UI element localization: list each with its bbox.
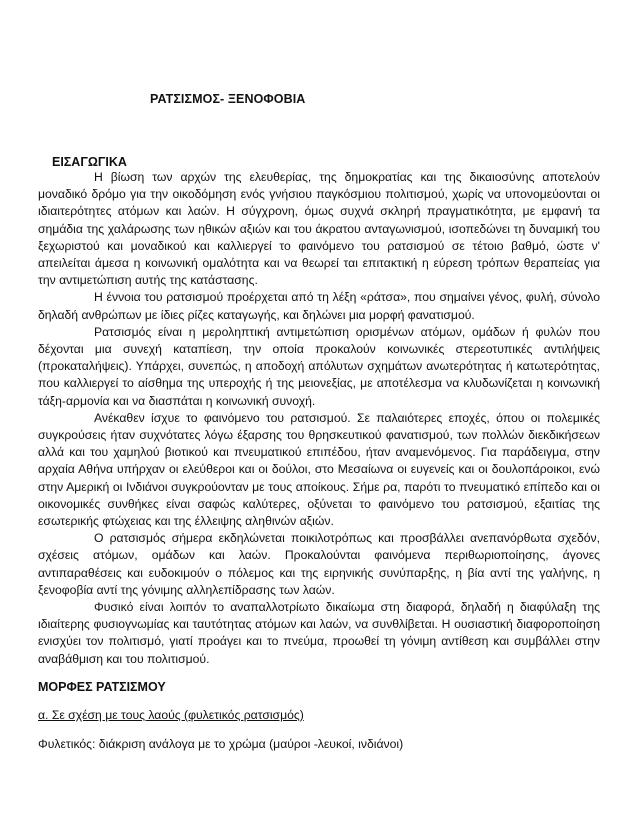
- definition-line: Φυλετικός: διάκριση ανάλογα με το χρώμα (μαύροι -λευκοί, ινδιάνοι): [38, 737, 404, 751]
- paragraph: Η βίωση των αρχών της ελευθερίας, της δημοκρατίας και της δικαιοσύνης αποτελούν μοναδικό δρόμο για την οικοδόμηση ενός γνήσιου παγκόσμιου πολιτισμού, χωρίς να υπονομεύονται οι ιδιαιτερότητες ατόμων και λαών. Η σύγχρονη, όμως συχνά σκληρή πραγματικότητα, με εμφανή τα σημάδια της χαλάρωσης των ηθικών αξιών και του άκρατου ανταγωνισμού, ισοπεδώνει τη δυναμική του ξεχωριστού και μοναδικού και καλλιεργεί το φαινόμενο του ρατσισμού σε τέτοιο βαθμό, ώστε ν' απειλείται άμεσα η κοινωνική ομαλότητα και να θεωρεί ται επιτακτική η εύρεση τρόπων θεραπείας για την αντιμετώπιση αυτής της κατάστασης.: [38, 170, 600, 288]
- paragraph: Ανέκαθεν ίσχυε το φαινόμενο του ρατσισμού. Σε παλαιότερες εποχές, όπου οι πολεμικές συγκρούσεις ήταν συχνότατες λόγω έξαρσης του θρησκευτικού φανατισμού, των πολλών διεκδικήσεων αλλά και του χαμηλού βιοτικού και πνευματικού επιπέδου, ήταν αναμενόμενος. Για παράδειγμα, στην αρχαία Αθήνα υπήρχαν οι ελεύθεροι και οι δούλοι, στο Μεσαίωνα οι ευγενείς και οι δουλοπάροικοι, ενώ στην Αμερική οι Ινδιάνοι συγκρούονταν με τους αποίκους. Σήμε ρα, παρότι το πνευματικό επίπεδο και οι οικονομικές συνθήκες είναι σαφώς καλύτερες, οξύνεται το φαινόμενο του ρατσισμού, εξαιτίας της εσωτερικής φτώχειας και της έλλειψης αληθινών αξιών.: [38, 410, 600, 529]
- intro-heading: ΕΙΣΑΓΩΓΙΚΑ: [52, 155, 127, 169]
- forms-heading: ΜΟΡΦΕΣ ΡΑΤΣΙΣΜΟΥ: [38, 680, 166, 694]
- paragraph: Η έννοια του ρατσισμού προέρχεται από τη λέξη «ράτσα», που σημαίνει γένος, φυλή, σύνολο δηλαδή ανθρώπων με ίδιες ρίζες καταγωγής, και δηλώνει μια μορφή φανατισμού.: [38, 290, 600, 322]
- paragraph: Φυσικό είναι λοιπόν το αναπαλλοτρίωτο δικαίωμα στη διαφορά, δηλαδή η διαφύλαξη της ιδιαίτερης φυσιογνωμίας και ταυτότητας ατόμων και λαών, να συνθλίβεται. Η ουσιαστική διαφοροποίηση ενισχύει τον πολιτισμό, γιατί προάγει και το πνεύμα, προωθεί τη γόνιμη αντίθεση και συμβάλλει στην αναβάθμιση και του πολιτισμού.: [38, 600, 600, 666]
- paragraph: Ο ρατσισμός σήμερα εκδηλώνεται ποικιλοτρόπως και προσβάλλει ανεπανόρθωτα σχεδόν, σχέσεις ατόμων, ομάδων και λαών. Προκαλούνται φαινόμενα περιθωριοποίησης, άγονες αντιπαραθέσεις και ευδοκιμούν ο πόλεμος και της ειρηνικής συνύπαρξης, η βία αντί της γαλήνης, η ξενοφοβία αντί της γόνιμης αλληλεπίδρασης των λαών.: [38, 531, 600, 597]
- document-title: ΡΑΤΣΙΣΜΟΣ- ΞΕΝΟΦΟΒΙΑ: [150, 92, 306, 106]
- subsection-heading: α. Σε σχέση με τους λαούς (φυλετικός ρατσισμός): [38, 708, 304, 722]
- paragraph: Ρατσισμός είναι η μεροληπτική αντιμετώπιση ορισμένων ατόμων, ομάδων ή φυλών που δέχονται μια συνεχή καταπίεση, την οποία προκαλούν κοινωνικές στερεοτυπικές αντιλήψεις (προκαταλήψεις). Υπάρχει, συνεπώς, η αποδοχή απόλυτων σχημάτων ανωτερότητας ή κατωτερότητας, που καλλιεργεί το αίσθημα της υπεροχής ή της μειονεξίας, με αποτέλεσμα να κλυδωνίζεται η κοινωνική τάξη-αρμονία και να διασπάται η κοινωνική συνοχή.: [38, 324, 600, 408]
- body-text: [38, 169, 600, 668]
